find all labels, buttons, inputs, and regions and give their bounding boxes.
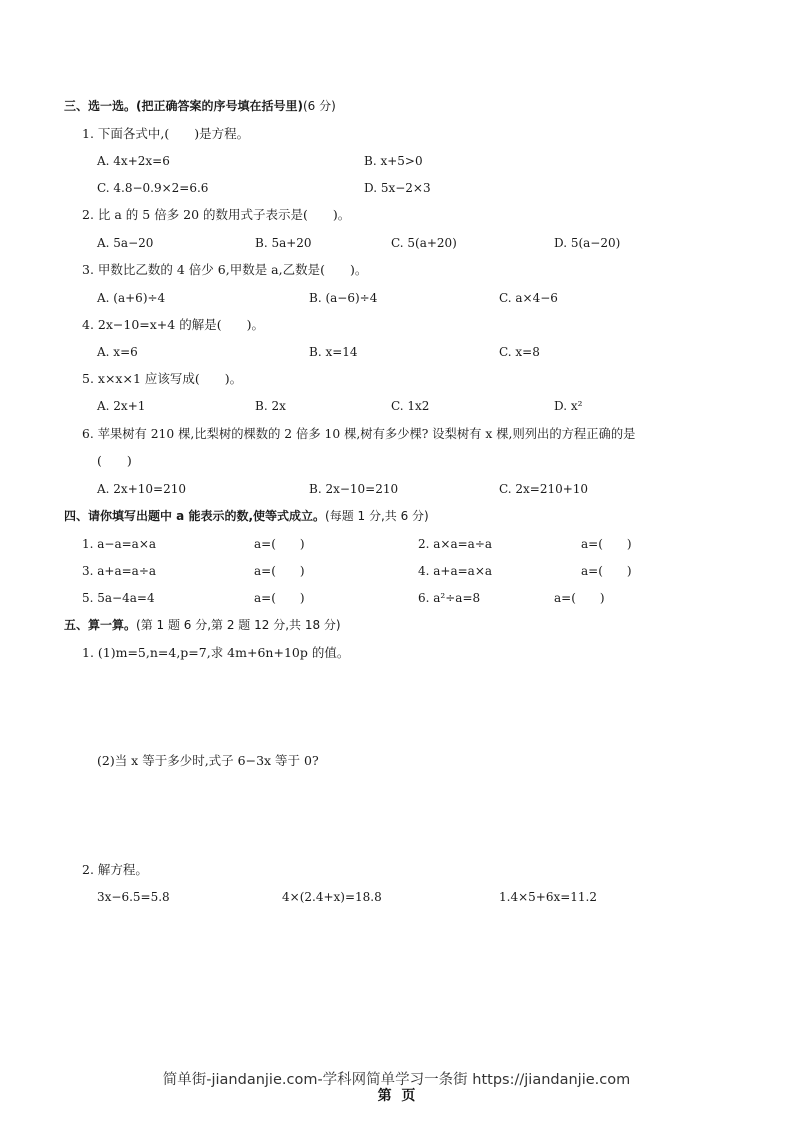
fill-item-2-equation: 2. a×a=a÷a — [418, 537, 493, 551]
section4-score: (每题 1 分,共 6 分) — [325, 509, 429, 523]
q5-option-a: A. 2x+1 — [97, 399, 146, 413]
q6-option-b: B. 2x−10=210 — [309, 482, 399, 496]
q5-option-d: D. x² — [554, 399, 583, 413]
question-3-stem: 3. 甲数比乙数的 4 倍少 6,甲数是 a,乙数是( )。 — [82, 262, 368, 277]
q2-option-b: B. 5a+20 — [255, 236, 312, 250]
section5-score: (第 1 题 6 分,第 2 题 12 分,共 18 分) — [136, 618, 341, 632]
q4-option-a: A. x=6 — [97, 345, 138, 359]
q6-option-c: C. 2x=210+10 — [499, 482, 589, 496]
calc-question-2-title: 2. 解方程。 — [82, 862, 148, 877]
q5-option-c: C. 1x2 — [391, 399, 430, 413]
question-5-stem: 5. x×x×1 应该写成( )。 — [82, 371, 243, 386]
q1-option-a: A. 4x+2x=6 — [97, 154, 170, 168]
fill-item-1-equation: 1. a−a=a×a — [82, 537, 157, 551]
fill-item-2-answer[interactable]: a=( ) — [581, 537, 632, 551]
q3-option-b: B. (a−6)÷4 — [309, 291, 378, 305]
q4-option-b: B. x=14 — [309, 345, 358, 359]
q3-option-a: A. (a+6)÷4 — [97, 291, 166, 305]
q1-option-b: B. x+5>0 — [364, 154, 423, 168]
section4-title: 四、请你填写出题中 a 能表示的数,使等式成立。 — [64, 509, 326, 523]
q2-option-d: D. 5(a−20) — [554, 236, 621, 250]
section3-heading — [64, 98, 336, 114]
calc-question-1-part-1: 1. (1)m=5,n=4,p=7,求 4m+6n+10p 的值。 — [82, 645, 350, 660]
section5-title: 五、算一算。 — [64, 618, 137, 632]
q4-option-c: C. x=8 — [499, 345, 540, 359]
fill-item-5-answer[interactable]: a=( ) — [254, 591, 305, 605]
question-6-stem-continued: ( ) — [97, 453, 132, 468]
q3-option-c: C. a×4−6 — [499, 291, 558, 305]
question-4-stem: 4. 2x−10=x+4 的解是( )。 — [82, 317, 264, 332]
fill-item-6-answer[interactable]: a=( ) — [554, 591, 605, 605]
footer-watermark: 简单街-jiandanjie.com-学科网简单学习一条街 https://jiandanjie.com — [162, 1072, 631, 1088]
equation-3: 1.4×5+6x=11.2 — [499, 890, 598, 904]
fill-item-1-answer[interactable]: a=( ) — [254, 537, 305, 551]
fill-item-6-equation: 6. a²÷a=8 — [418, 591, 481, 605]
fill-item-3-answer[interactable]: a=( ) — [254, 564, 305, 578]
question-1-stem: 1. 下面各式中,( )是方程。 — [82, 126, 250, 141]
section3-title: 三、选一选。(把正确答案的序号填在括号里) — [64, 99, 303, 113]
equation-1: 3x−6.5=5.8 — [97, 890, 170, 904]
q1-option-c: C. 4.8−0.9×2=6.6 — [97, 181, 209, 195]
q2-option-a: A. 5a−20 — [97, 236, 154, 250]
fill-item-4-equation: 4. a+a=a×a — [418, 564, 493, 578]
calc-question-1-part-2: (2)当 x 等于多少时,式子 6−3x 等于 0? — [97, 753, 319, 768]
question-2-stem: 2. 比 a 的 5 倍多 20 的数用式子表示是( )。 — [82, 207, 351, 222]
section5-heading — [64, 617, 341, 633]
q1-option-d: D. 5x−2×3 — [364, 181, 431, 195]
fill-item-5-equation: 5. 5a−4a=4 — [82, 591, 155, 605]
fill-item-4-answer[interactable]: a=( ) — [581, 564, 632, 578]
q2-option-c: C. 5(a+20) — [391, 236, 457, 250]
equation-2: 4×(2.4+x)=18.8 — [282, 890, 382, 904]
question-6-stem: 6. 苹果树有 210 棵,比梨树的棵数的 2 倍多 10 棵,树有多少棵? 设梨树有 x 棵,则列出的方程正确的是 — [82, 427, 636, 441]
q6-option-a: A. 2x+10=210 — [97, 482, 186, 496]
q5-option-b: B. 2x — [255, 399, 286, 413]
section3-score: (6 分) — [302, 99, 336, 113]
section4-heading — [64, 508, 429, 524]
fill-item-3-equation: 3. a+a=a÷a — [82, 564, 157, 578]
page-number: 第 页 — [377, 1088, 416, 1104]
